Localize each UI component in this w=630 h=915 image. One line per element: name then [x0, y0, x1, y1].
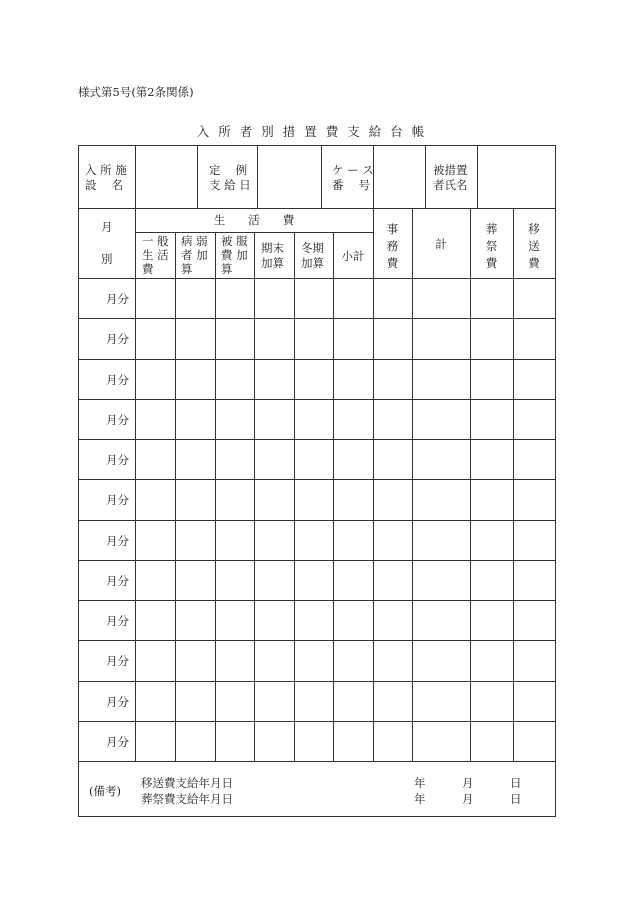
divider — [254, 232, 255, 761]
month-row-label: 月分 — [106, 654, 129, 668]
divider — [197, 146, 198, 208]
teirei-label-1: 定 例 — [209, 163, 248, 177]
month-row-label: 月分 — [106, 574, 129, 588]
month-row-label: 月分 — [106, 695, 129, 709]
clothing-label-2: 費 加 — [221, 248, 248, 262]
divider — [175, 232, 176, 761]
office-label-1: 事 — [386, 222, 399, 236]
funeral-date-label: 葬祭費支給年月日 — [141, 792, 233, 806]
transport-label-3: 費 — [528, 256, 540, 270]
transport-label-1: 移 — [528, 222, 540, 236]
facility-label-2: 設 名 — [85, 178, 124, 192]
sick-label-2: 者 加 — [181, 248, 208, 262]
row-divider — [79, 318, 555, 319]
form-number: 様式第5号(第2条関係) — [78, 85, 194, 99]
divider — [135, 208, 136, 761]
sick-label-3: 算 — [181, 262, 193, 276]
month-row-label: 月分 — [106, 332, 129, 346]
month-row-label: 月分 — [106, 413, 129, 427]
divider — [294, 232, 295, 761]
funeral-label-2: 祭 — [485, 239, 498, 253]
month-row-label: 月分 — [106, 614, 129, 628]
divider — [321, 146, 322, 208]
month-row-label: 月分 — [106, 292, 129, 306]
case-label-1: ケ ー ス — [332, 163, 374, 177]
divider — [412, 208, 413, 761]
month-row-label: 月分 — [106, 534, 129, 548]
person-label-1: 被措置 — [433, 163, 468, 177]
month-col-label-top: 月 — [101, 220, 113, 234]
document-title: 入所者別措置費支給台帳 — [196, 124, 434, 139]
funeral-label-1: 葬 — [485, 222, 498, 236]
transport-date-label: 移送費支給年月日 — [141, 776, 233, 790]
divider — [257, 146, 258, 208]
year-end-label-2: 加算 — [261, 256, 284, 270]
row-divider — [79, 640, 555, 641]
row-divider — [79, 600, 555, 601]
office-label-2: 務 — [386, 239, 399, 253]
general-label-1: 一 般 — [142, 234, 169, 248]
row-divider — [79, 560, 555, 561]
remarks-label: (備考) — [89, 784, 121, 798]
winter-label-1: 冬期 — [301, 241, 324, 255]
remarks-divider — [79, 761, 555, 762]
general-label-3: 費 — [142, 262, 154, 276]
person-label-2: 者氏名 — [433, 178, 468, 192]
funeral-day-unit: 日 — [510, 792, 522, 806]
row-divider — [79, 681, 555, 682]
month-row-label: 月分 — [106, 493, 129, 507]
row-divider — [79, 721, 555, 722]
divider — [425, 146, 426, 208]
divider — [513, 208, 514, 761]
ledger-form — [78, 145, 556, 817]
total-label: 計 — [435, 237, 447, 251]
office-label-3: 費 — [386, 256, 399, 270]
clothing-label-1: 被 服 — [221, 234, 248, 248]
row-divider — [79, 439, 555, 440]
month-row-label: 月分 — [106, 735, 129, 749]
transport-year-unit: 年 — [414, 776, 426, 790]
winter-label-2: 加算 — [301, 256, 324, 270]
living-expenses-group-label: 生 活 費 — [213, 213, 295, 227]
transport-month-unit: 月 — [462, 776, 474, 790]
general-label-2: 生 活 — [142, 248, 169, 262]
divider — [477, 146, 478, 208]
divider — [215, 232, 216, 761]
header-divider — [79, 208, 555, 209]
funeral-month-unit: 月 — [462, 792, 474, 806]
subtotal-label: 小計 — [341, 249, 365, 263]
funeral-label-3: 費 — [485, 256, 498, 270]
facility-label-1: 入 所 施 — [85, 163, 127, 177]
year-end-label-1: 期末 — [261, 241, 284, 255]
month-row-label: 月分 — [106, 373, 129, 387]
case-label-2: 番 号 — [332, 178, 371, 192]
transport-day-unit: 日 — [510, 776, 522, 790]
divider — [135, 146, 136, 208]
teirei-label-2: 支 給 日 — [209, 178, 251, 192]
clothing-label-3: 算 — [221, 262, 233, 276]
transport-label-2: 送 — [528, 239, 540, 253]
column-header-divider — [79, 278, 555, 279]
month-row-label: 月分 — [106, 453, 129, 467]
divider — [470, 208, 471, 761]
funeral-year-unit: 年 — [414, 792, 426, 806]
row-divider — [79, 399, 555, 400]
divider — [333, 232, 334, 761]
row-divider — [79, 479, 555, 480]
divider — [373, 208, 374, 761]
month-col-label-bottom: 別 — [101, 252, 113, 266]
sick-label-1: 病 弱 — [181, 234, 208, 248]
row-divider — [79, 520, 555, 521]
row-divider — [79, 359, 555, 360]
